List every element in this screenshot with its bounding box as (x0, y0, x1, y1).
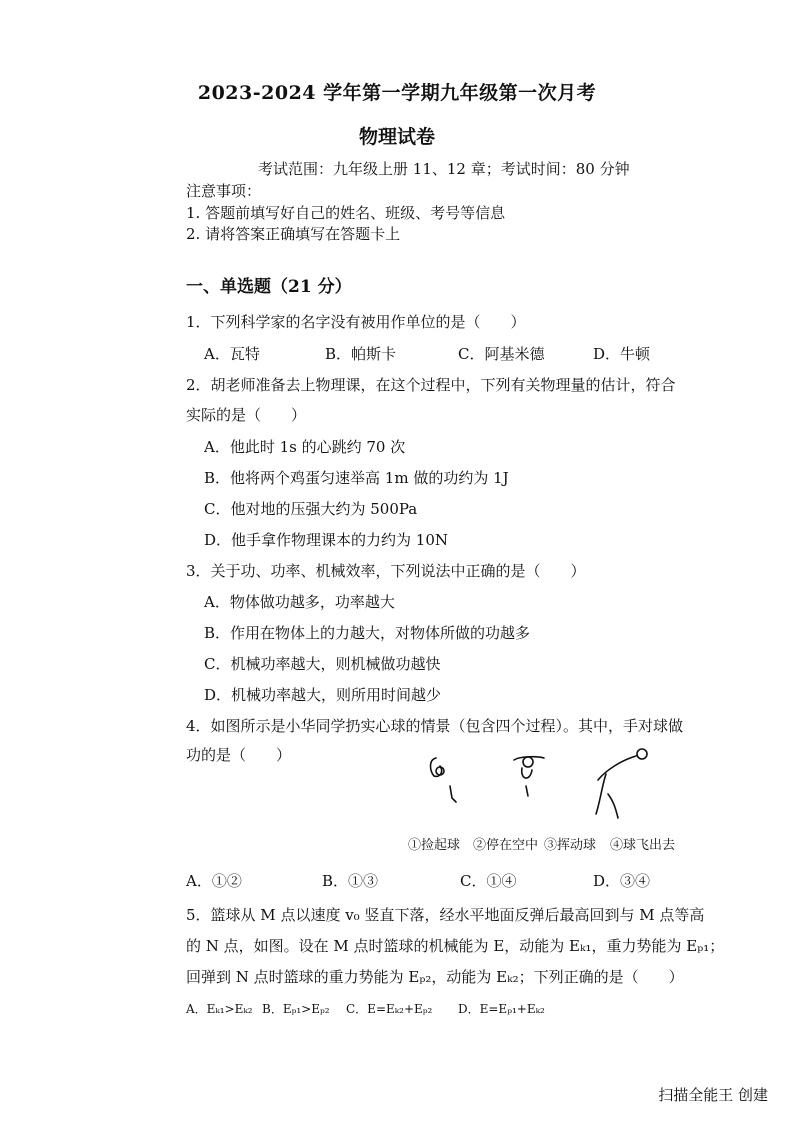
option: B．帕斯卡 (325, 345, 397, 363)
figure-swing-icon (596, 749, 647, 818)
option: C．E=Eₖ₂+Eₚ₂ (346, 1002, 433, 1016)
throwing-figure (410, 746, 680, 826)
notes-heading: 注意事项： (186, 182, 262, 200)
option: C．他对地的压强大约为 500Pa (204, 500, 418, 518)
question-2-stem-cont: 实际的是（ ） (186, 406, 307, 424)
option: C．机械功率越大，则机械做功越快 (204, 655, 441, 673)
figure-hold-icon (514, 757, 544, 796)
scanner-watermark: 扫描全能王 创建 (658, 1086, 768, 1104)
option: D．机械功率越大，则所用时间越少 (204, 686, 442, 704)
question-5-stem-cont: 的 N 点，如图。设在 M 点时篮球的机械能为 E，动能为 Eₖ₁，重力势能为 Eₚ₁； (186, 937, 725, 955)
exam-title: 2023-2024 学年第一学期九年级第一次月考 (197, 82, 597, 104)
figure-caption: ④球飞出去 (610, 838, 676, 853)
note-item: 2. 请将答案正确填写在答题卡上 (186, 225, 401, 243)
question-5-stem-cont: 回弹到 N 点时篮球的重力势能为 Eₚ₂，动能为 Eₖ₂；下列正确的是（ ） (186, 968, 684, 986)
option: C．①④ (460, 872, 517, 890)
question-2-stem: 2．胡老师准备去上物理课，在这个过程中，下列有关物理量的估计，符合 (186, 376, 676, 394)
option: A．Eₖ₁>Eₖ₂ (186, 1002, 253, 1016)
option: A．瓦特 (204, 345, 260, 363)
option: B．作用在物体上的力越大，对物体所做的功越多 (204, 624, 531, 642)
option: C．阿基米德 (458, 345, 545, 363)
figure-caption: ①捡起球 (408, 838, 461, 853)
option: D．E=Eₚ₁+Eₖ₂ (458, 1002, 545, 1016)
exam-scope: 考试范围：九年级上册 11、12 章；考试时间：80 分钟 (258, 160, 630, 178)
note-item: 1. 答题前填写好自己的姓名、班级、考号等信息 (186, 204, 506, 222)
section-title: 一、单选题（21 分） (186, 277, 352, 297)
question-3-stem: 3．关于功、功率、机械效率，下列说法中正确的是（ ） (186, 562, 586, 580)
question-4-stem-cont: 功的是（ ） (186, 746, 292, 764)
figure-pick-up-icon (431, 758, 457, 802)
subject-title: 物理试卷 (358, 126, 435, 148)
figure-caption: ③挥动球 (544, 838, 597, 853)
option: D．他手拿作物理课本的力约为 10N (204, 531, 449, 549)
option: B．Eₚ₁>Eₚ₂ (262, 1002, 330, 1016)
option: D．③④ (593, 872, 651, 890)
question-4-stem: 4．如图所示是小华同学扔实心球的情景（包含四个过程）。其中，手对球做 (186, 717, 684, 735)
option: B．他将两个鸡蛋匀速举高 1m 做的功约为 1J (204, 469, 509, 487)
option: D．牛顿 (593, 345, 651, 363)
question-5-stem: 5．篮球从 M 点以速度 v₀ 竖直下落，经水平地面反弹后最高回到与 M 点等高 (186, 906, 705, 924)
option: A．物体做功越多，功率越大 (204, 593, 395, 611)
option: A．他此时 1s 的心跳约 70 次 (204, 438, 406, 456)
option: A．①② (186, 872, 242, 890)
figure-caption: ②停在空中 (473, 838, 539, 853)
option: B．①③ (322, 872, 379, 890)
question-1-stem: 1．下列科学家的名字没有被用作单位的是（ ） (186, 313, 526, 331)
